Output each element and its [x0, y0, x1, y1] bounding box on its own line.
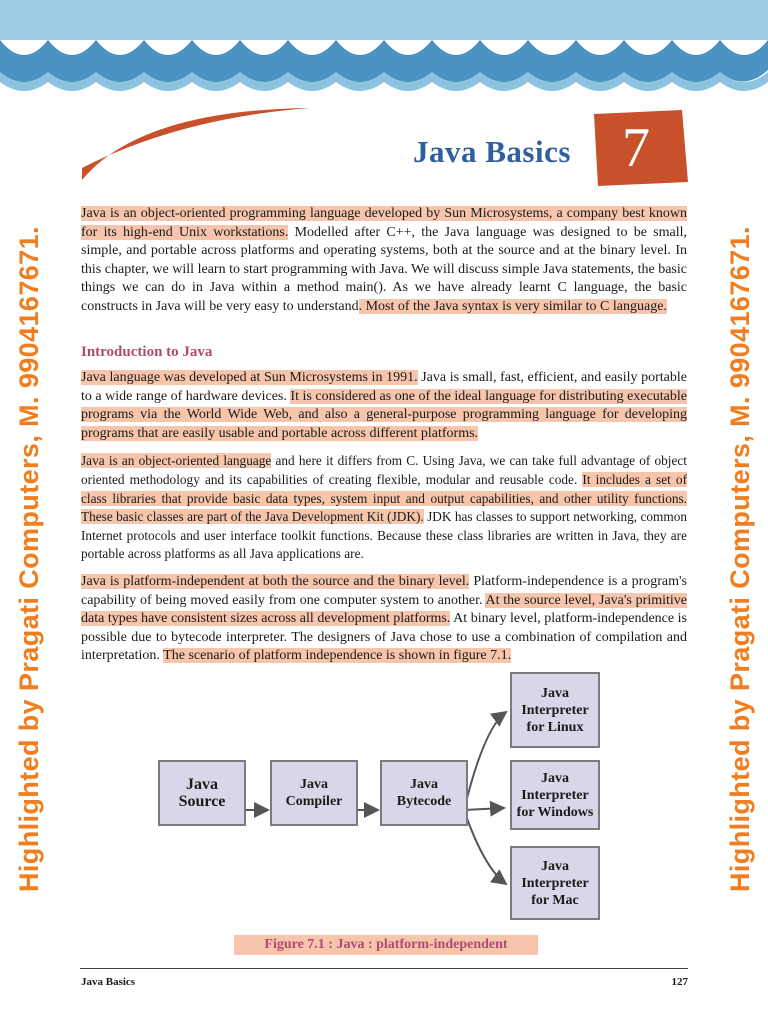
section-body [81, 369, 687, 675]
paragraph [81, 369, 687, 443]
chapter-title: Java Basics [413, 134, 571, 169]
watermark-left: Highlighted by Pragati Computers, M. 9904167671. [14, 226, 44, 892]
paragraph-text: and here it differs from C. Using Java, we can take full advantage of object oriented methodology and its capabilities of creating flexible, modular and reusable code. [81, 453, 687, 487]
paragraph-text: At binary level, platform-independence is possible due to bytecode interpreter. [81, 611, 687, 645]
platform-diagram [150, 668, 610, 918]
section-heading: Introduction to Java [81, 344, 213, 360]
paragraph-text: Platform-independence is a program's capability of being moved easily from one computer system to another. [81, 573, 687, 608]
highlight: It includes a set of class libraries that provide basic data types, system input and output capabilities, and other utility functions. These basic classes are part of the Java Development Kit (JDK). [81, 471, 687, 525]
paragraph-text: The designers of Java chose to use a combination of compilation and interpretation. [81, 629, 687, 664]
java-bytecode-box: Java Bytecode [380, 760, 468, 826]
interpreter-windows-box: Java Interpreter for Windows [510, 760, 600, 830]
footer-divider [80, 968, 688, 969]
highlight: Java is an object-oriented programming language developed by Sun Microsystems, a company best known for its high-end Unix workstations. [81, 206, 687, 240]
highlight: . Most of the Java syntax is very similar to C language. [358, 298, 667, 314]
highlight: Java language was developed at Sun Microsystems in 1991. [81, 370, 418, 385]
page-number: 127 [671, 976, 688, 988]
highlight: Java is an object-oriented language [81, 453, 272, 469]
highlight: It is considered as one of the ideal language for distributing executable programs via the World Wide Web, and also a general-purpose programming language for developing programs that are easily usable and portable across different platforms. [81, 388, 687, 441]
java-source-box: Java Source [158, 760, 246, 826]
highlight: At the source level, Java's primitive data types have consistent sizes across all development platforms. [81, 592, 687, 627]
interpreter-mac-box: Java Interpreter for Mac [510, 846, 600, 920]
chapter-number: 7 [622, 117, 650, 179]
paragraph-text: JDK has classes to support networking, common Internet protocols and user interface toolkit functions. Because these class libraries are written in Java, they are portable across platforms as all Java applications are. [81, 509, 688, 562]
paragraph-text: Modelled after C++, the Java language was designed to be small, simple, and portable across platforms and operating systems, both at the source and at the binary level. In this chapter, we will learn to start programming with Java. We will discuss simple Java statements, the basic things we can do in Java within a method main(). As we have already learnt C language, the basic constructs in Java will be very easy to understand [81, 224, 687, 314]
intro-paragraph [81, 205, 687, 326]
interpreter-linux-box: Java Interpreter for Linux [510, 672, 600, 748]
paragraph [81, 452, 687, 564]
footer-title: Java Basics [81, 976, 136, 988]
watermark-right: Highlighted by Pragati Computers, M. 9904167671. [725, 226, 755, 892]
highlight: The scenario of platform independence is shown in figure 7.1. [163, 648, 512, 664]
paragraph [81, 573, 687, 666]
paragraph-text: Java is small, fast, efficient, and easily portable to a wide range of hardware devices. [81, 370, 687, 404]
highlight: Java is platform-independent at both the source and the binary level. [81, 573, 470, 589]
java-compiler-box: Java Compiler [270, 760, 358, 826]
wave-banner [0, 0, 768, 100]
figure-caption: Figure 7.1 : Java : platform-independent [234, 935, 538, 955]
